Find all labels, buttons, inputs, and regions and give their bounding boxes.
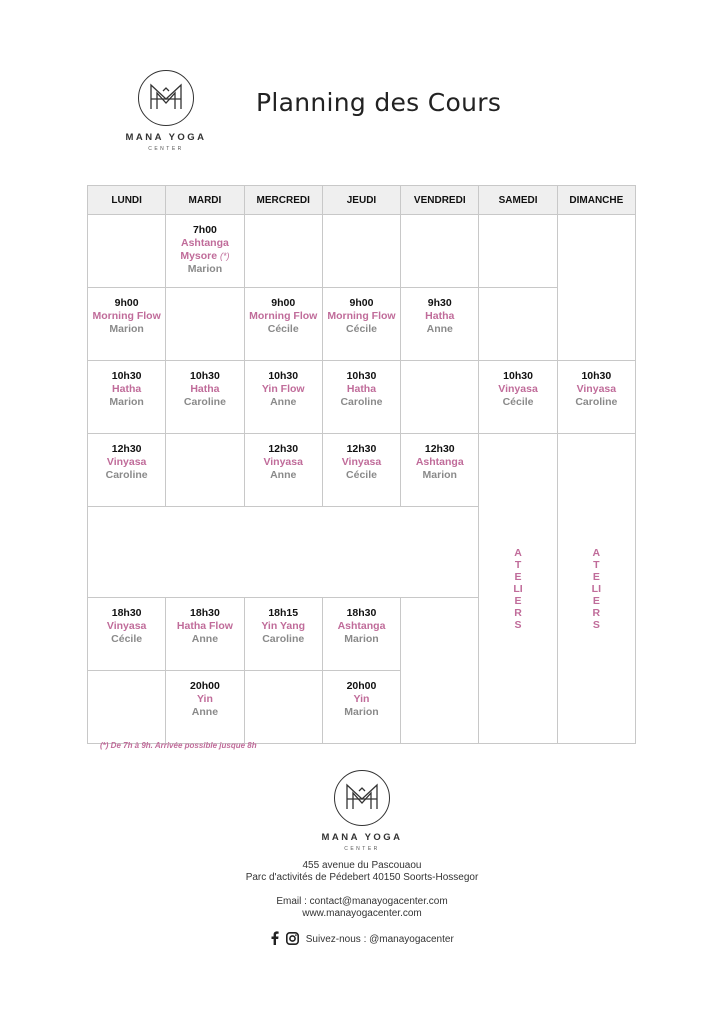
- class-name: Yin Yang: [261, 620, 306, 632]
- class-time: 18h30: [111, 607, 142, 619]
- class-name: Ashtanga: [337, 620, 386, 632]
- class-cell: [479, 361, 557, 434]
- footnote-mark: (*): [220, 251, 230, 261]
- class-time: 10h30: [581, 370, 612, 382]
- class-cell: [322, 288, 400, 361]
- class-teacher: Caroline: [262, 633, 305, 645]
- class-name: Vinyasa: [106, 620, 147, 632]
- day-header-lundi: LUNDI: [88, 186, 166, 215]
- class-cell: [322, 361, 400, 434]
- logo-name: MANA YOGA: [321, 832, 403, 843]
- class-teacher: Cécile: [502, 396, 534, 408]
- class-cell: [244, 598, 322, 671]
- email-text[interactable]: Email : contact@manayogacenter.com: [276, 896, 448, 907]
- class-teacher: Marion: [109, 396, 144, 408]
- class-time: 12h30: [111, 443, 142, 455]
- class-teacher: Caroline: [340, 396, 383, 408]
- class-name: Vinyasa: [341, 456, 382, 468]
- empty-cell: [88, 215, 166, 288]
- class-time: 9h00: [114, 297, 139, 309]
- class-name: Ashtanga: [415, 456, 464, 468]
- break-cell: [88, 507, 479, 598]
- class-time: 18h15: [268, 607, 299, 619]
- class-cell: [88, 434, 166, 507]
- day-header-vendredi: VENDREDI: [401, 186, 479, 215]
- logo-emblem-icon: [334, 770, 390, 826]
- class-name: Yin Flow: [261, 383, 305, 395]
- class-teacher: Marion: [344, 706, 379, 718]
- ateliers-cell-dimanche: [557, 434, 635, 744]
- class-name: Ashtanga Mysore (*): [180, 237, 230, 262]
- class-name: Vinyasa: [106, 456, 147, 468]
- class-cell: [244, 288, 322, 361]
- class-time: 20h00: [190, 680, 220, 692]
- class-time: 12h30: [346, 443, 377, 455]
- day-header-mercredi: MERCREDI: [244, 186, 322, 215]
- class-teacher: Anne: [270, 396, 297, 408]
- class-teacher: Anne: [426, 323, 453, 335]
- class-name: Morning Flow: [327, 310, 396, 322]
- class-time: 9h00: [349, 297, 374, 309]
- class-time: 18h30: [346, 607, 377, 619]
- class-cell: [244, 361, 322, 434]
- class-cell: [88, 598, 166, 671]
- class-teacher: Anne: [270, 469, 297, 481]
- ateliers-cell-samedi: [479, 434, 557, 744]
- class-teacher: Cécile: [267, 323, 299, 335]
- empty-cell: [401, 361, 479, 434]
- empty-cell: [479, 288, 557, 361]
- contact: [0, 896, 724, 920]
- class-time: 10h30: [346, 370, 377, 382]
- class-teacher: Marion: [109, 323, 144, 335]
- empty-cell: [88, 671, 166, 744]
- class-teacher: Marion: [422, 469, 457, 481]
- class-name: Hatha Flow: [176, 620, 233, 632]
- class-teacher: Caroline: [183, 396, 226, 408]
- class-cell: [166, 598, 244, 671]
- class-name: Morning Flow: [249, 310, 318, 322]
- class-time: 10h30: [503, 370, 533, 382]
- class-cell: [166, 215, 244, 288]
- facebook-icon[interactable]: [270, 931, 279, 948]
- class-name: Hatha: [112, 383, 142, 395]
- class-cell: [244, 434, 322, 507]
- logo-subtitle: CENTER: [148, 146, 184, 152]
- class-cell: [322, 598, 400, 671]
- day-header-samedi: SAMEDI: [479, 186, 557, 215]
- class-cell: [166, 671, 244, 744]
- day-header-dimanche: DIMANCHE: [557, 186, 635, 215]
- ateliers-label: ATELIERS: [513, 546, 523, 631]
- empty-cell: [244, 671, 322, 744]
- class-cell: [88, 361, 166, 434]
- class-teacher: Marion: [187, 263, 223, 275]
- website-link[interactable]: www.manayogacenter.com: [302, 908, 422, 919]
- logo-emblem-icon: [138, 70, 194, 126]
- table-row: [88, 288, 636, 361]
- page-title: Planning des Cours: [256, 88, 502, 117]
- class-teacher: Cécile: [346, 323, 377, 335]
- class-cell: [557, 361, 635, 434]
- class-teacher: Anne: [191, 633, 219, 645]
- empty-cell: [401, 598, 479, 744]
- class-time: 10h30: [111, 370, 142, 382]
- class-name: Hatha: [425, 310, 455, 322]
- class-cell: [88, 288, 166, 361]
- table-row: [88, 361, 636, 434]
- class-time: 7h00: [192, 224, 217, 236]
- class-name: Vinyasa: [498, 383, 538, 395]
- empty-cell: [401, 215, 479, 288]
- class-teacher: Cécile: [346, 469, 377, 481]
- table-row: [88, 434, 636, 507]
- social-handle: Suivez-nous : @manayogacenter: [305, 934, 454, 946]
- footer-logo: [306, 770, 418, 852]
- class-cell: [322, 671, 400, 744]
- class-time: 20h00: [346, 680, 377, 692]
- empty-cell: [479, 215, 557, 288]
- class-time: 12h30: [268, 443, 299, 455]
- day-header-mardi: MARDI: [166, 186, 244, 215]
- logo-subtitle: CENTER: [344, 846, 380, 852]
- class-name: Hatha: [346, 383, 377, 395]
- empty-cell: [557, 215, 635, 361]
- class-cell: [166, 361, 244, 434]
- class-name: Yin: [353, 693, 370, 705]
- day-header-jeudi: JEUDI: [322, 186, 400, 215]
- class-time: 10h30: [190, 370, 220, 382]
- ateliers-label: ATELIERS: [591, 546, 602, 631]
- class-time: 9h30: [427, 297, 452, 309]
- empty-cell: [166, 434, 244, 507]
- empty-cell: [244, 215, 322, 288]
- table-row: [88, 215, 636, 288]
- class-time: 18h30: [190, 607, 220, 619]
- class-time: 12h30: [424, 443, 455, 455]
- class-teacher: Caroline: [575, 396, 618, 408]
- class-time: 9h00: [271, 297, 296, 309]
- empty-cell: [322, 215, 400, 288]
- class-cell: [322, 434, 400, 507]
- empty-cell: [166, 288, 244, 361]
- schedule-header-row: [88, 186, 636, 215]
- class-name: Vinyasa: [263, 456, 303, 468]
- address-line: 455 avenue du Pascouaou: [302, 860, 422, 871]
- class-name: Vinyasa: [576, 383, 617, 395]
- class-name: Hatha: [190, 383, 220, 395]
- class-name: Yin: [196, 693, 213, 705]
- class-teacher: Marion: [344, 633, 379, 645]
- class-teacher: Anne: [191, 706, 219, 718]
- class-cell: [401, 288, 479, 361]
- social-links: [0, 931, 724, 948]
- instagram-icon[interactable]: [286, 932, 299, 948]
- class-time: 10h30: [268, 370, 299, 382]
- footnote: (*) De 7h à 9h. Arrivée possible jusque 8h: [100, 741, 257, 750]
- schedule-table: [87, 185, 636, 744]
- class-name: Morning Flow: [92, 310, 161, 322]
- class-teacher: Cécile: [111, 633, 143, 645]
- class-teacher: Caroline: [105, 469, 148, 481]
- address-line: Parc d'activités de Pédebert 40150 Soorts-Hossegor: [245, 872, 479, 883]
- address: [0, 860, 724, 884]
- logo: [110, 70, 222, 152]
- logo-name: MANA YOGA: [125, 132, 207, 143]
- class-cell: [401, 434, 479, 507]
